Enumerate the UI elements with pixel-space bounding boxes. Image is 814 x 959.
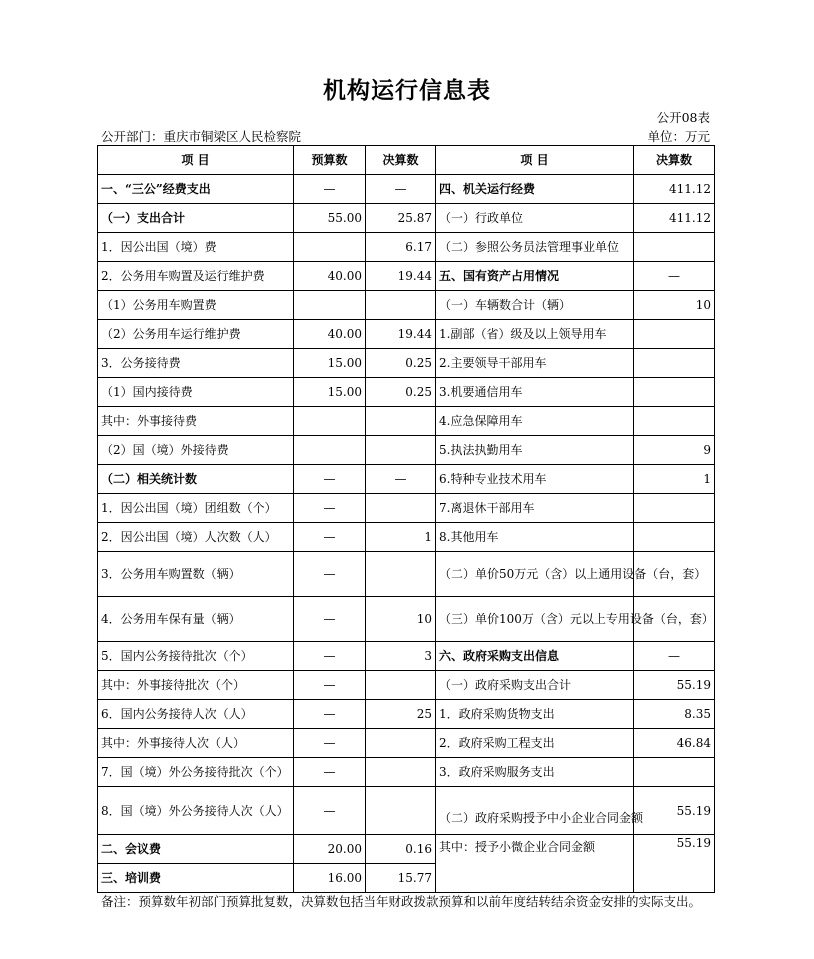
budget-cell: —	[294, 758, 366, 787]
header-final-2: 决算数	[634, 146, 715, 175]
final-cell: —	[366, 465, 436, 494]
right-label: 7.离退休干部用车	[436, 494, 634, 523]
final-cell	[366, 436, 436, 465]
table-row	[98, 378, 715, 407]
budget-cell: —	[294, 787, 366, 835]
right-value	[634, 320, 715, 349]
final-cell: 25.87	[366, 204, 436, 233]
footnote: 备注：预算数年初部门预算批复数，决算数包括当年财政拨款预算和以前年度结转结余资金安排的实际支出。	[101, 894, 702, 909]
final-cell	[366, 787, 436, 835]
header-budget: 预算数	[294, 146, 366, 175]
budget-cell	[294, 436, 366, 465]
right-value: 9	[634, 436, 715, 465]
budget-cell: —	[294, 671, 366, 700]
budget-cell	[294, 407, 366, 436]
final-cell: 0.16	[366, 835, 436, 864]
table-row	[98, 835, 715, 864]
final-cell: 19.44	[366, 262, 436, 291]
table-row	[98, 758, 715, 787]
right-label: 6.特种专业技术用车	[436, 465, 634, 494]
info-table	[97, 145, 715, 893]
budget-cell: 16.00	[294, 864, 366, 893]
row-label: （二）相关统计数	[98, 465, 294, 494]
final-cell: —	[366, 175, 436, 204]
right-label: （二）单价50万元（含）以上通用设备（台，套）	[436, 552, 634, 597]
header-final: 决算数	[366, 146, 436, 175]
right-value: 411.12	[634, 204, 715, 233]
table-row	[98, 700, 715, 729]
final-cell: 6.17	[366, 233, 436, 262]
final-cell	[366, 494, 436, 523]
right-value: 55.19	[634, 671, 715, 700]
table-row	[98, 291, 715, 320]
final-cell: 0.25	[366, 378, 436, 407]
right-value: 46.84	[634, 729, 715, 758]
table-row	[98, 320, 715, 349]
right-label: （三）单价100万（含）元以上专用设备（台，套）	[436, 597, 634, 642]
row-label: 8．国（境）外公务接待人次（人）	[98, 787, 294, 835]
right-value: 55.19	[634, 787, 715, 835]
form-code: 公开08表	[656, 110, 710, 125]
row-label: 一、“三公”经费支出	[98, 175, 294, 204]
row-label: 其中：外事接待费	[98, 407, 294, 436]
table-row	[98, 204, 715, 233]
budget-cell: 40.00	[294, 320, 366, 349]
budget-cell: —	[294, 552, 366, 597]
row-label: （2）公务用车运行维护费	[98, 320, 294, 349]
row-label: 2．公务用车购置及运行维护费	[98, 262, 294, 291]
final-cell	[366, 671, 436, 700]
row-label: 4．公务用车保有量（辆）	[98, 597, 294, 642]
right-label: 1.副部（省）级及以上领导用车	[436, 320, 634, 349]
final-cell: 15.77	[366, 864, 436, 893]
budget-cell: 15.00	[294, 378, 366, 407]
table-row	[98, 671, 715, 700]
budget-cell	[294, 291, 366, 320]
budget-cell: —	[294, 700, 366, 729]
right-label: 3．政府采购服务支出	[436, 758, 634, 787]
final-cell	[366, 552, 436, 597]
right-label: （二）政府采购授予中小企业合同金额	[436, 787, 634, 835]
table-row	[98, 787, 715, 835]
table-row	[98, 642, 715, 671]
budget-cell: —	[294, 494, 366, 523]
table-row	[98, 523, 715, 552]
row-label: 2．因公出国（境）人次数（人）	[98, 523, 294, 552]
final-cell: 19.44	[366, 320, 436, 349]
table-row	[98, 729, 715, 758]
right-label: 2．政府采购工程支出	[436, 729, 634, 758]
final-cell	[366, 758, 436, 787]
right-label: 3.机要通信用车	[436, 378, 634, 407]
budget-cell: —	[294, 465, 366, 494]
right-label: 四、机关运行经费	[436, 175, 634, 204]
right-label: （一）行政单位	[436, 204, 634, 233]
final-cell	[366, 729, 436, 758]
right-label: （一）政府采购支出合计	[436, 671, 634, 700]
table-row	[98, 552, 715, 597]
budget-cell: —	[294, 642, 366, 671]
row-label: 6．国内公务接待人次（人）	[98, 700, 294, 729]
budget-cell	[294, 233, 366, 262]
right-label: 8.其他用车	[436, 523, 634, 552]
final-cell: 0.25	[366, 349, 436, 378]
table-row	[98, 262, 715, 291]
right-label: 五、国有资产占用情况	[436, 262, 634, 291]
right-value	[634, 523, 715, 552]
right-value: —	[634, 262, 715, 291]
row-label: （1）国内接待费	[98, 378, 294, 407]
budget-cell: —	[294, 597, 366, 642]
table-row	[98, 349, 715, 378]
table-row	[98, 407, 715, 436]
row-label: 其中：外事接待人次（人）	[98, 729, 294, 758]
right-value	[634, 233, 715, 262]
right-label: 4.应急保障用车	[436, 407, 634, 436]
right-label: 5.执法执勤用车	[436, 436, 634, 465]
unit-label: 单位：万元	[647, 129, 710, 144]
final-cell: 10	[366, 597, 436, 642]
table-row	[98, 465, 715, 494]
right-label: 1．政府采购货物支出	[436, 700, 634, 729]
final-cell: 25	[366, 700, 436, 729]
budget-cell: 55.00	[294, 204, 366, 233]
final-cell: 3	[366, 642, 436, 671]
budget-cell: 20.00	[294, 835, 366, 864]
row-label: 7．国（境）外公务接待批次（个）	[98, 758, 294, 787]
right-value: 10	[634, 291, 715, 320]
table-row	[98, 233, 715, 262]
right-value: 411.12	[634, 175, 715, 204]
budget-cell: 40.00	[294, 262, 366, 291]
table-row	[98, 494, 715, 523]
budget-cell: —	[294, 523, 366, 552]
row-label: （2）国（境）外接待费	[98, 436, 294, 465]
right-value: 55.19	[634, 835, 715, 893]
header-item: 项 目	[98, 146, 294, 175]
right-label: （一）车辆数合计（辆）	[436, 291, 634, 320]
final-cell: 1	[366, 523, 436, 552]
header-item-2: 项 目	[436, 146, 634, 175]
right-value: 1	[634, 465, 715, 494]
right-label: 其中：授予小微企业合同金额	[436, 835, 634, 893]
row-label: 二、会议费	[98, 835, 294, 864]
table-row	[98, 436, 715, 465]
right-value	[634, 349, 715, 378]
row-label: 1．因公出国（境）团组数（个）	[98, 494, 294, 523]
right-label: 六、政府采购支出信息	[436, 642, 634, 671]
right-value	[634, 407, 715, 436]
row-label: 三、培训费	[98, 864, 294, 893]
budget-cell: —	[294, 729, 366, 758]
right-value	[634, 378, 715, 407]
row-label: （1）公务用车购置费	[98, 291, 294, 320]
final-cell	[366, 407, 436, 436]
department-label: 公开部门：重庆市铜梁区人民检察院	[101, 129, 302, 144]
budget-cell: 15.00	[294, 349, 366, 378]
right-label: （二）参照公务员法管理事业单位	[436, 233, 634, 262]
right-value: —	[634, 642, 715, 671]
right-label: 2.主要领导干部用车	[436, 349, 634, 378]
right-value: 8.35	[634, 700, 715, 729]
row-label: 其中：外事接待批次（个）	[98, 671, 294, 700]
table-header-row	[98, 146, 715, 175]
row-label: （一）支出合计	[98, 204, 294, 233]
table-row	[98, 597, 715, 642]
right-value	[634, 758, 715, 787]
final-cell	[366, 291, 436, 320]
right-value	[634, 494, 715, 523]
row-label: 3．公务用车购置数（辆）	[98, 552, 294, 597]
page-title: 机构运行信息表	[323, 77, 491, 104]
budget-cell: —	[294, 175, 366, 204]
row-label: 3．公务接待费	[98, 349, 294, 378]
table-row	[98, 175, 715, 204]
row-label: 5．国内公务接待批次（个）	[98, 642, 294, 671]
row-label: 1．因公出国（境）费	[98, 233, 294, 262]
